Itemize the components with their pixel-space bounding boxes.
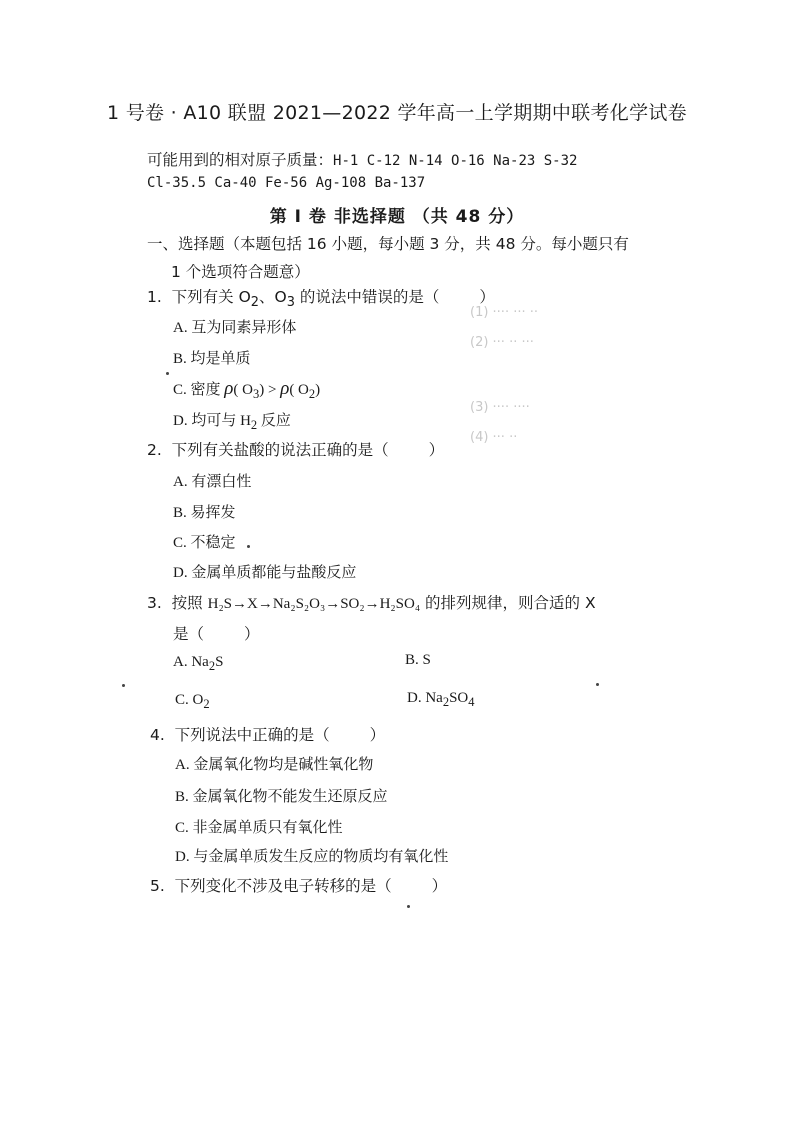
question-number: 2. <box>147 441 162 459</box>
subscript: 3 <box>252 387 260 401</box>
question-number: 5. <box>150 877 165 895</box>
option-text: ) <box>315 382 321 398</box>
bleed-through-mark: (2) ··· ·· ··· <box>470 335 534 350</box>
option-text: A. Na <box>173 654 209 670</box>
option-c: C. 不稳定 <box>173 535 236 551</box>
subscript: 2 <box>250 295 260 311</box>
option-a: A. $Na_2S$ <box>173 654 224 673</box>
scan-speck <box>596 683 599 686</box>
atomic-mass-values-1: H-1 C-12 N-14 O-16 Na-23 S-32 <box>333 153 578 169</box>
atomic-mass-line-1 <box>147 148 577 170</box>
question-number: 1. <box>147 288 162 306</box>
question-stem: ） <box>428 441 445 459</box>
scan-speck <box>407 905 410 908</box>
subscript: 3 <box>286 295 295 311</box>
question-stem: 下列变化不涉及电子转移的是（ <box>174 877 392 895</box>
option-d: D. 与金属单质发生反应的物质均有氧化性 <box>175 849 449 865</box>
option-d <box>173 409 291 433</box>
rho-symbol: ρ <box>280 378 290 399</box>
reaction-chain: H₂S→X→Na₂S₂O₃→SO₂→H₂SO₄ <box>207 596 421 612</box>
question-5 <box>150 874 447 896</box>
question-stem: 的说法中错误的是（ <box>299 288 440 306</box>
option-text: D. Na <box>407 690 443 706</box>
question-3 <box>147 591 596 613</box>
question-stem: ） <box>369 726 386 744</box>
question-number: 4. <box>150 726 165 744</box>
option-c <box>175 692 210 712</box>
option-text: D. 均可与 H <box>173 413 251 429</box>
subscript: 2 <box>442 695 450 709</box>
instructions-line-2: 1 个选项符合题意） <box>171 263 310 281</box>
section-title: 第 I 卷 非选择题 （共 48 分） <box>269 207 525 227</box>
option-text: 反应 <box>260 413 291 429</box>
option-d: D. $Na_2SO_4$ <box>407 690 475 709</box>
subscript: 2 <box>250 418 258 432</box>
option-b: B. S <box>405 652 431 668</box>
bleed-through-mark: (1) ···· ··· ·· <box>470 305 539 320</box>
question-3-line-2 <box>173 622 260 644</box>
atomic-mass-line-2: Cl-35.5 Ca-40 Fe-56 Ag-108 Ba-137 <box>147 175 426 191</box>
subscript: 2 <box>203 697 210 711</box>
question-stem: ） <box>479 288 495 306</box>
scan-speck <box>166 372 169 375</box>
option-text: C. O <box>175 692 204 708</box>
option-d: D. 金属单质都能与盐酸反应 <box>173 565 357 581</box>
option-text: ( O <box>289 382 309 398</box>
question-stem: 的排列规律，则合适的 X <box>425 594 596 612</box>
bleed-through-mark: (3) ···· ···· <box>470 400 530 415</box>
subscript: 2 <box>308 387 316 401</box>
question-stem: 是（ <box>173 625 205 643</box>
question-stem: 按照 <box>171 594 203 612</box>
question-4 <box>150 723 385 745</box>
subscript: 2 <box>208 659 216 673</box>
instructions-line-1: 一、选择题（本题包括 16 小题，每小题 3 分，共 48 分。每小题只有 <box>147 235 629 253</box>
subscript: 4 <box>468 695 475 709</box>
question-2 <box>147 438 444 460</box>
rho-symbol: ρ <box>224 378 234 399</box>
question-1 <box>147 285 495 310</box>
option-a: A. 互为同素异形体 <box>173 320 297 336</box>
option-b: B. 金属氧化物不能发生还原反应 <box>175 789 388 805</box>
option-text: C. 密度 <box>173 382 221 398</box>
question-number: 3. <box>147 594 162 612</box>
question-stem: 下列说法中正确的是（ <box>174 726 330 744</box>
option-b: B. 易挥发 <box>173 505 236 521</box>
atomic-mass-label: 可能用到的相对原子质量： <box>147 151 334 169</box>
question-stem: 下列有关盐酸的说法正确的是（ <box>171 441 389 459</box>
option-b: B. 均是单质 <box>173 351 251 367</box>
option-text: ( O <box>233 382 253 398</box>
scan-speck <box>247 545 250 548</box>
option-a: A. 金属氧化物均是碱性氧化物 <box>175 757 374 773</box>
option-a: A. 有漂白性 <box>173 474 252 490</box>
scan-speck <box>122 684 125 687</box>
question-stem: 下列有关 O <box>171 288 251 306</box>
option-c <box>173 378 320 402</box>
question-stem: ） <box>431 877 448 895</box>
question-stem: ） <box>244 625 260 643</box>
option-c: C. 非金属单质只有氧化性 <box>175 820 343 836</box>
question-stem: 、O <box>259 288 287 306</box>
option-text: ) > <box>259 382 281 398</box>
bleed-through-mark: (4) ··· ·· <box>470 430 518 445</box>
exam-title: 1 号卷 · A10 联盟 2021—2022 学年高一上学期期中联考化学试卷 <box>107 102 687 124</box>
